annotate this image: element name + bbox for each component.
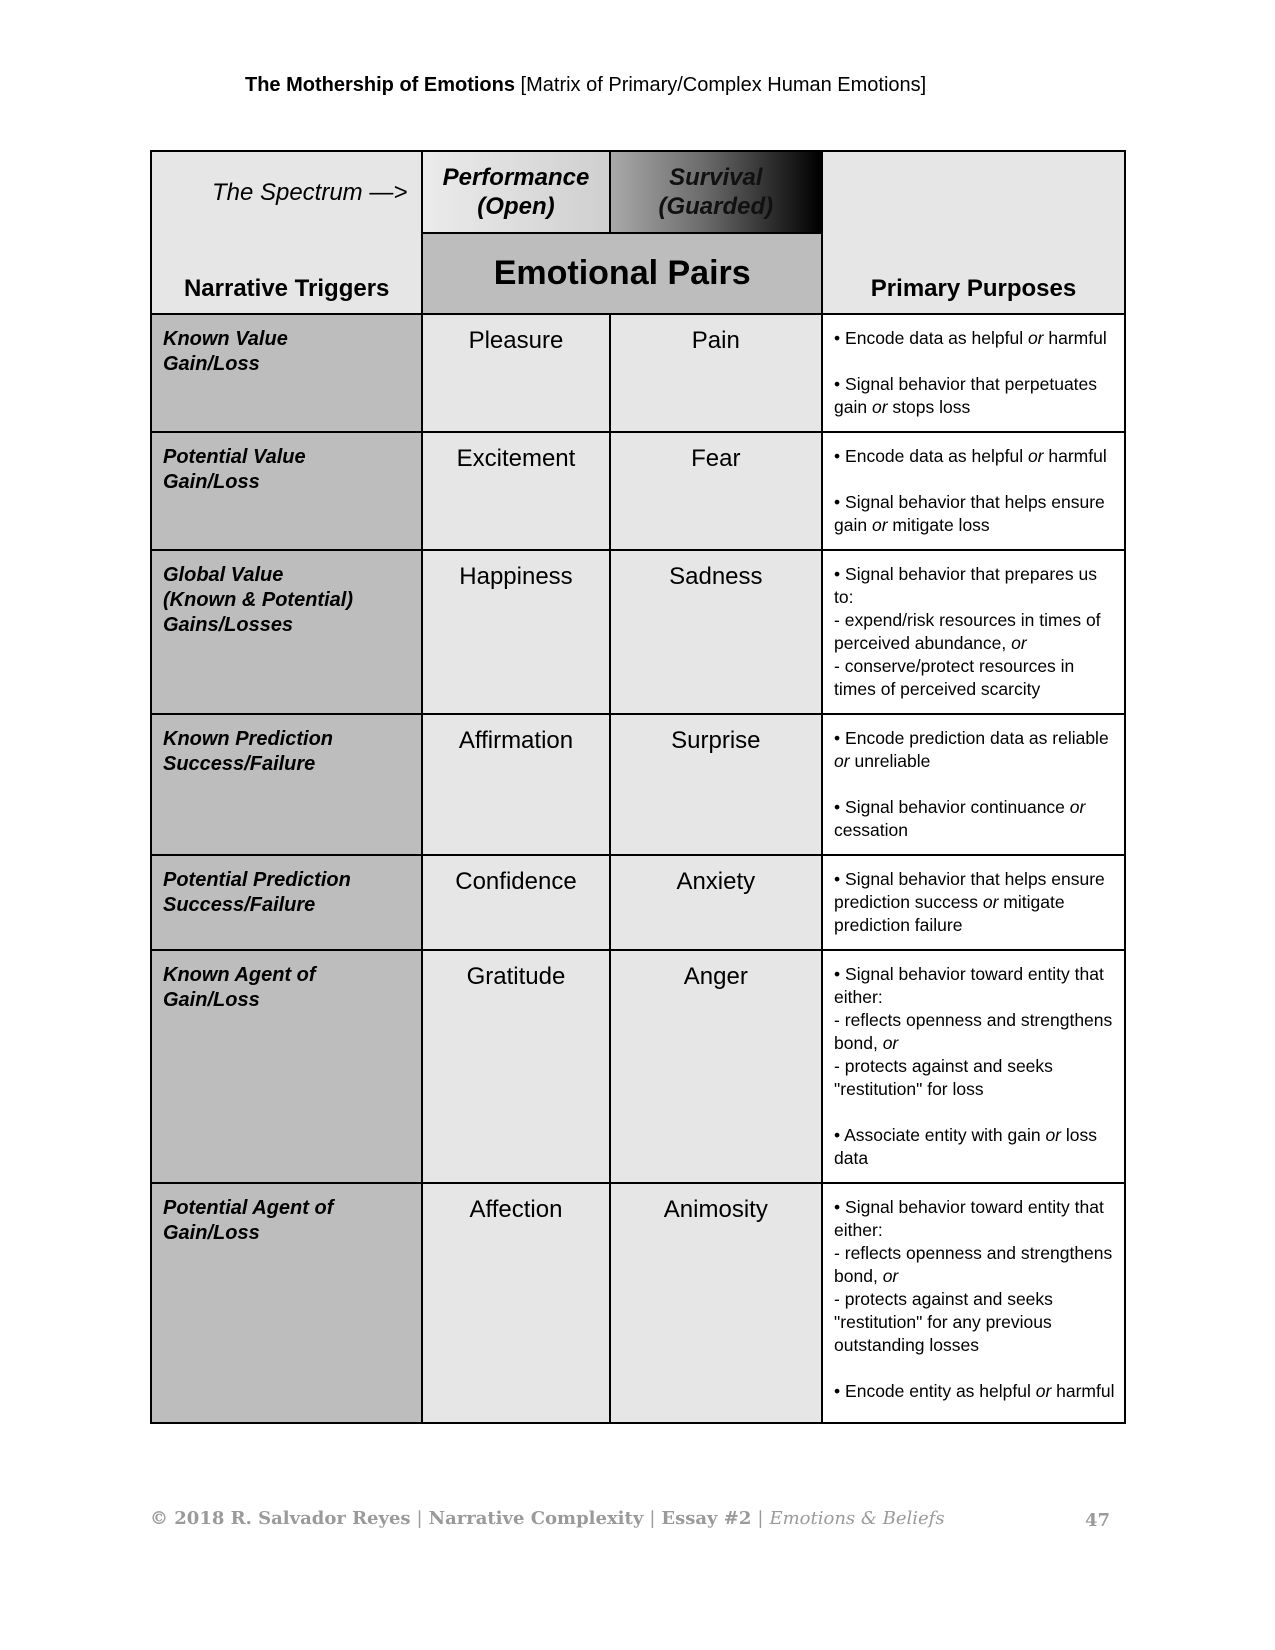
- narrative-trigger: Potential Prediction Success/Failure: [163, 869, 351, 916]
- survival-emotion-cell: [610, 855, 822, 950]
- performance-emotion-cell: [422, 1183, 609, 1423]
- footer-separator: |: [649, 1508, 656, 1529]
- survival-emotion: Pain: [691, 327, 740, 354]
- performance-emotion: Affirmation: [458, 727, 574, 754]
- survival-emotion: Anger: [683, 963, 748, 990]
- trigger-cell: [151, 314, 422, 432]
- page-title-bold: The Mothership of Emotions: [245, 74, 515, 96]
- performance-emotion-cell: [422, 314, 609, 432]
- table-row: [151, 1183, 1125, 1423]
- survival-emotion-cell: [610, 550, 822, 714]
- spectrum-header-cell: [151, 151, 422, 233]
- triggers-header-cell: [151, 233, 422, 314]
- purpose-cell: [822, 432, 1125, 550]
- primary-purpose: • Signal behavior toward entity that either: - reflects openness and strengthens bond, or - protects against and seeks "restitution" for loss • Associate entity with gain or loss data: [834, 964, 1113, 1168]
- spectrum-label: The Spectrum —>: [211, 178, 408, 206]
- table-row: [151, 950, 1125, 1183]
- header-row-top: [151, 151, 1125, 233]
- footer-separator: |: [757, 1508, 764, 1529]
- performance-emotion: Affection: [469, 1196, 563, 1223]
- primary-purpose: • Encode data as helpful or harmful • Signal behavior that helps ensure gain or mitigate loss: [834, 446, 1107, 535]
- performance-emotion-cell: [422, 714, 609, 855]
- trigger-cell: [151, 550, 422, 714]
- table-row: [151, 855, 1125, 950]
- trigger-cell: [151, 855, 422, 950]
- survival-emotion: Sadness: [669, 563, 763, 590]
- purposes-header-label: Primary Purposes: [870, 275, 1077, 302]
- narrative-trigger: Known Value Gain/Loss: [163, 328, 288, 375]
- performance-emotion: Gratitude: [466, 963, 566, 990]
- trigger-cell: [151, 432, 422, 550]
- table-row: [151, 550, 1125, 714]
- survival-emotion-cell: [610, 1183, 822, 1423]
- footer-separator: |: [416, 1508, 423, 1529]
- primary-purpose: • Signal behavior that helps ensure prediction success or mitigate prediction failure: [834, 869, 1105, 935]
- survival-emotion-cell: [610, 950, 822, 1183]
- page-title-subtitle: [Matrix of Primary/Complex Human Emotions]: [515, 74, 927, 96]
- survival-emotion: Fear: [691, 445, 741, 472]
- survival-emotion: Surprise: [671, 727, 761, 754]
- table-row: [151, 714, 1125, 855]
- purpose-cell: [822, 714, 1125, 855]
- footer-essay: Essay #2: [661, 1508, 752, 1529]
- purposes-header-cell: [822, 151, 1125, 314]
- trigger-cell: [151, 950, 422, 1183]
- narrative-trigger: Known Prediction Success/Failure: [163, 728, 333, 775]
- pairs-header-cell: [422, 233, 822, 314]
- purpose-cell: [822, 1183, 1125, 1423]
- performance-emotion-cell: [422, 432, 609, 550]
- footer-topic: Emotions & Beliefs: [769, 1508, 945, 1529]
- survival-header-cell: [610, 151, 822, 233]
- performance-emotion: Pleasure: [468, 327, 564, 354]
- narrative-trigger: Global Value (Known & Potential) Gains/Losses: [163, 564, 353, 636]
- page-number: 47: [1085, 1510, 1111, 1531]
- narrative-trigger: Potential Value Gain/Loss: [163, 446, 306, 493]
- survival-emotion-cell: [610, 432, 822, 550]
- performance-emotion: Happiness: [459, 563, 573, 590]
- performance-emotion-cell: [422, 855, 609, 950]
- trigger-cell: [151, 714, 422, 855]
- footer-copyright: © 2018 R. Salvador Reyes: [150, 1508, 411, 1529]
- table-row: [151, 432, 1125, 550]
- primary-purpose: • Signal behavior that prepares us to: - expend/risk resources in times of perceived abundance, or - conserve/protect resources in times of perceived scarcity: [834, 564, 1101, 699]
- purpose-cell: [822, 550, 1125, 714]
- performance-emotion-cell: [422, 550, 609, 714]
- triggers-header-label: Narrative Triggers: [183, 275, 390, 302]
- purpose-cell: [822, 950, 1125, 1183]
- emotions-matrix-table: [150, 150, 1126, 1424]
- pairs-header-label: Emotional Pairs: [493, 254, 751, 292]
- narrative-trigger: Known Agent of Gain/Loss: [163, 964, 316, 1011]
- table-row: [151, 314, 1125, 432]
- survival-emotion-cell: [610, 714, 822, 855]
- trigger-cell: [151, 1183, 422, 1423]
- primary-purpose: • Encode prediction data as reliable or unreliable • Signal behavior continuance or cessation: [834, 728, 1109, 840]
- survival-emotion: Animosity: [663, 1196, 768, 1223]
- purpose-cell: [822, 855, 1125, 950]
- survival-emotion: Anxiety: [676, 868, 756, 895]
- performance-label: Performance (Open): [442, 164, 590, 220]
- performance-header-cell: [422, 151, 609, 233]
- performance-emotion: Confidence: [455, 868, 577, 895]
- primary-purpose: • Encode data as helpful or harmful • Signal behavior that perpetuates gain or stops loss: [834, 328, 1107, 417]
- footer-book: Narrative Complexity: [428, 1508, 644, 1529]
- survival-emotion-cell: [610, 314, 822, 432]
- survival-label: Survival (Guarded): [658, 164, 774, 220]
- primary-purpose: • Signal behavior toward entity that either: - reflects openness and strengthens bond, or - protects against and seeks "restitution" for any previous outstanding losses • Encode entity as helpful or harmful: [834, 1197, 1115, 1401]
- footer-credits: [150, 1508, 945, 1529]
- purpose-cell: [822, 314, 1125, 432]
- page-title: [245, 74, 926, 97]
- narrative-trigger: Potential Agent of Gain/Loss: [163, 1197, 334, 1244]
- performance-emotion-cell: [422, 950, 609, 1183]
- performance-emotion: Excitement: [456, 445, 576, 472]
